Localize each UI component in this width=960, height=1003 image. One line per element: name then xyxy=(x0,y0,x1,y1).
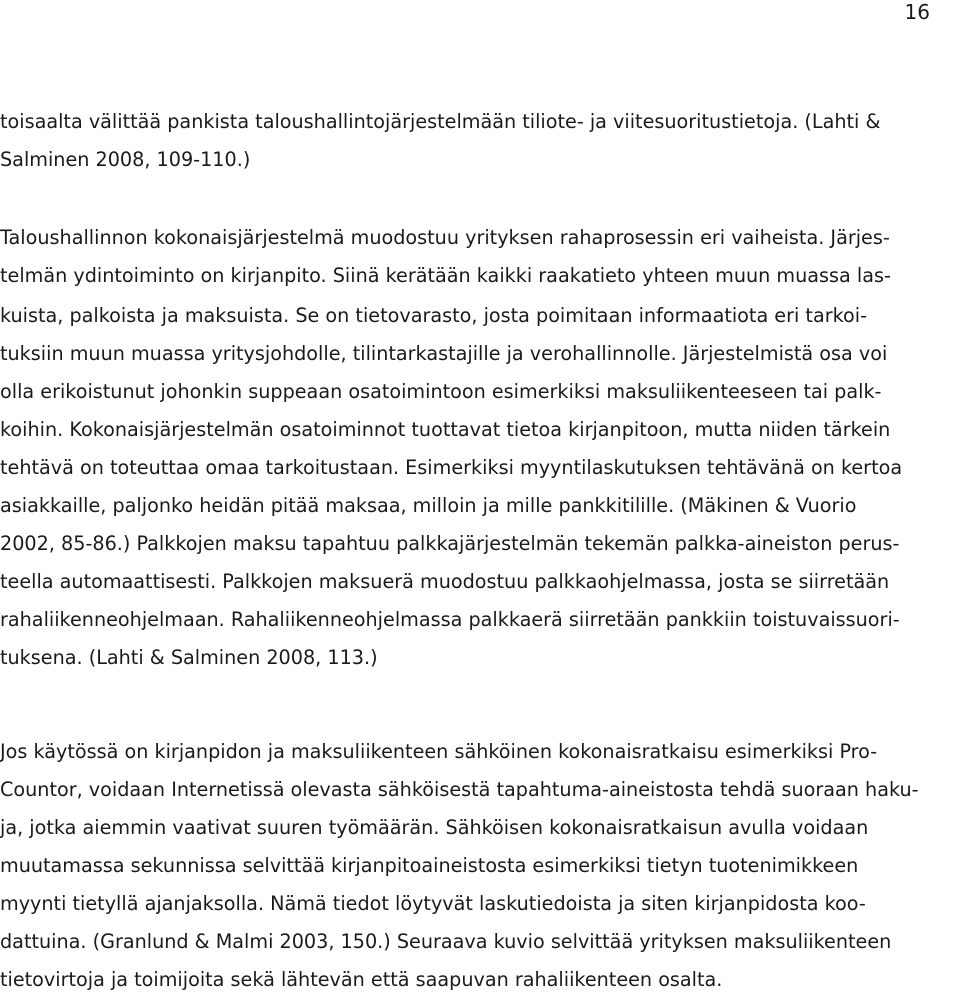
text-line: asiakkaille, paljonko heidän pitää maksaa, milloin ja mille pankkitilille. (Mäkinen & Vuorio xyxy=(0,494,857,517)
text-line: Taloushallinnon kokonaisjärjestelmä muodostuu yrityksen rahaprosessin eri vaiheista. Järjes- xyxy=(0,226,890,249)
text-line: Salminen 2008, 109-110.) xyxy=(0,148,251,171)
text-line: myynti tietyllä ajanjaksolla. Nämä tiedot löytyvät laskutiedoista ja siten kirjanpidosta koo- xyxy=(0,892,866,915)
text-line: ja, jotka aiemmin vaativat suuren työmäärän. Sähköisen kokonaisratkaisun avulla voidaan xyxy=(0,816,869,839)
text-line: Jos käytössä on kirjanpidon ja maksuliikenteen sähköinen kokonaisratkaisu esimerkiksi Pro- xyxy=(0,740,878,763)
text-line: tehtävä on toteuttaa omaa tarkoitustaan. Esimerkiksi myyntilaskutuksen tehtävänä on kertoa xyxy=(0,456,903,479)
text-line: dattuina. (Granlund & Malmi 2003, 150.) Seuraava kuvio selvittää yrityksen maksuliikenteen xyxy=(0,930,892,953)
text-line: olla erikoistunut johonkin suppeaan osatoimintoon esimerkiksi maksuliikenteeseen tai palk- xyxy=(0,380,882,403)
text-line: toisaalta välittää pankista taloushallintojärjestelmään tiliote- ja viitesuoritustietoja. (Lahti & xyxy=(0,110,881,133)
page-number: 16 xyxy=(904,0,930,24)
text-line: Countor, voidaan Internetissä olevasta sähköisestä tapahtuma-aineistosta tehdä suoraan haku- xyxy=(0,778,919,801)
text-line: tuksiin muun muassa yritysjohdolle, tilintarkastajille ja verohallinnolle. Järjestelmistä osa voi xyxy=(0,342,888,365)
text-line: tuksena. (Lahti & Salminen 2008, 113.) xyxy=(0,646,378,669)
text-line: teella automaattisesti. Palkkojen maksuerä muodostuu palkkaohjelmassa, josta se siirretään xyxy=(0,570,890,593)
text-line: tietovirtoja ja toimijoita sekä lähtevän että saapuvan rahaliikenteen osalta. xyxy=(0,968,723,991)
text-line: kuista, palkoista ja maksuista. Se on tietovarasto, josta poimitaan informaatiota eri tarkoi- xyxy=(0,304,868,327)
text-line: koihin. Kokonaisjärjestelmän osatoiminnot tuottavat tietoa kirjanpitoon, mutta niiden tärkein xyxy=(0,418,891,441)
text-line: muutamassa sekunnissa selvittää kirjanpitoaineistosta esimerkiksi tietyn tuotenimikkeen xyxy=(0,854,859,877)
text-line: telmän ydintoiminto on kirjanpito. Siinä kerätään kaikki raakatieto yhteen muun muassa las- xyxy=(0,264,891,287)
text-line: rahaliikenneohjelmaan. Rahaliikenneohjelmassa palkkaerä siirretään pankkiin toistuvaissuori- xyxy=(0,608,900,631)
text-line: 2002, 85-86.) Palkkojen maksu tapahtuu palkkajärjestelmän tekemän palkka-aineiston perus- xyxy=(0,532,900,555)
